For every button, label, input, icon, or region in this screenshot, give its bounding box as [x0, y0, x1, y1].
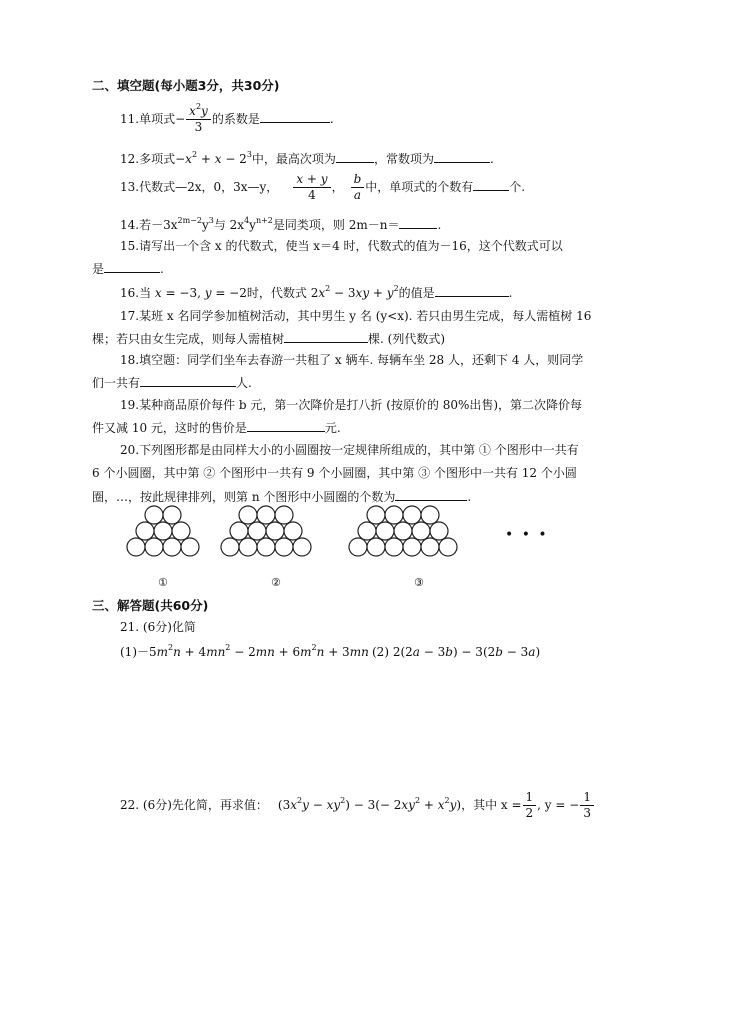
answer-blank[interactable] [434, 150, 490, 163]
answer-blank[interactable] [260, 110, 330, 123]
small-circle [145, 538, 163, 556]
question-13: 13.代数式—2x，0，3x—y， $\frac{x + y}{4}$ ， $\frac{b}{a}$ 中，单项式的个数有 个. [120, 172, 526, 202]
small-circle [239, 506, 257, 524]
small-circle [284, 522, 302, 540]
small-circle [163, 506, 181, 524]
small-circle [403, 506, 421, 524]
small-circle [221, 538, 239, 556]
small-circle [430, 522, 448, 540]
small-circle [163, 538, 181, 556]
question-11: 11.单项式− $\frac{x^2y}{3}$ 的系数是 . [120, 102, 334, 134]
small-circle [421, 538, 439, 556]
small-circle [154, 522, 172, 540]
question-17-line2: 棵；若只由女生完成，则每人需植树 棵. (列代数式) [92, 332, 446, 346]
fraction: $\frac{x + y}{4}$ [293, 172, 330, 203]
question-21-part2: (2) 2(2a − 3b) − 3(2b − 3a) [372, 645, 541, 659]
section-title-solve: 三、解答题(共60分) [92, 598, 209, 613]
small-circle [248, 522, 266, 540]
question-17-line1: 17.某班 x 名同学参加植树活动，其中男生 y 名 (y<x). 若只由男生完成，每人需植树 16 [120, 309, 592, 323]
small-circle [394, 522, 412, 540]
small-circle [376, 522, 394, 540]
question-15-line2: 是 . [92, 262, 164, 276]
question-14: 14.若$-3x^{2m-2}y^3$与 $2x^4y^{n+2}$是同类项，则 2m－n＝ . [120, 216, 442, 232]
section-title-fill-blank: 二、填空题(每小题3分，共30分) [92, 78, 280, 93]
question-20-line1: 20.下列图形都是由同样大小的小圆圈按一定规律所组成的，其中第 ① 个图形中一共有 [120, 443, 579, 457]
figure-label-1: ① [158, 576, 168, 589]
answer-blank[interactable] [336, 150, 374, 163]
small-circle [421, 506, 439, 524]
small-circle [239, 538, 257, 556]
small-circle [403, 538, 421, 556]
answer-blank[interactable] [435, 284, 509, 297]
question-22: 22. (6分)先化简，再求值： $(3x^2y - xy^2) - 3(- 2xy^2 + x^2y)$，其中 x = $\frac{1}{2}$ , y = − $\frac{1}{3}$ [120, 790, 595, 821]
small-circle [257, 506, 275, 524]
small-circle [385, 506, 403, 524]
fraction: $\frac{x^2y}{3}$ [186, 104, 211, 135]
small-circle [412, 522, 430, 540]
answer-blank[interactable] [140, 374, 236, 387]
question-18-line2: 们一共有 人. [92, 376, 252, 390]
question-20-line3: 圈，…，按此规律排列，则第 n 个图形中小圆圈的个数为 . [92, 490, 472, 504]
answer-blank[interactable] [104, 260, 160, 273]
answer-blank[interactable] [247, 419, 325, 432]
answer-blank[interactable] [399, 216, 437, 229]
answer-blank[interactable] [473, 178, 509, 191]
small-circle [230, 522, 248, 540]
small-circle [385, 538, 403, 556]
question-12: 12.多项式$-x^2 + x - 2^3$中，最高次项为 ，常数项为 . [120, 150, 494, 166]
small-circle [181, 538, 199, 556]
small-circle [293, 538, 311, 556]
small-circle [349, 538, 367, 556]
question-16: 16.当 x = −3, y = −2时，代数式 $2x^2 - 3xy + y^2$的值是 . [120, 284, 513, 300]
small-circle [127, 538, 145, 556]
fraction: $\frac{1}{3}$ [580, 790, 594, 821]
ellipsis-dots: • • • [505, 527, 549, 543]
small-circle [275, 538, 293, 556]
small-circle [136, 522, 154, 540]
small-circle [367, 506, 385, 524]
question-19-line1: 19.某种商品原价每件 b 元，第一次降价是打八折 (按原价的 80%出售)，第二次降价每 [120, 398, 583, 412]
small-circle [275, 506, 293, 524]
small-circle [257, 538, 275, 556]
small-circle [358, 522, 376, 540]
small-circle [172, 522, 190, 540]
small-circle [367, 538, 385, 556]
small-circle [266, 522, 284, 540]
fraction: $\frac{1}{2}$ [523, 790, 537, 821]
small-circle [439, 538, 457, 556]
question-20-line2: 6 个小圆圈，其中第 ② 个图形中一共有 9 个小圆圈，其中第 ③ 个图形中一共有 12 个小圆 [92, 466, 577, 480]
figure-label-2: ② [271, 576, 281, 589]
small-circle [145, 506, 163, 524]
circle-pattern-figure [0, 500, 737, 570]
question-21-part1: $(1)-5m^2n + 4mn^2 - 2mn + 6m^2n + 3mn$ [120, 643, 369, 659]
question-21-title: 21. (6分)化简 [120, 620, 196, 634]
answer-blank[interactable] [284, 330, 368, 343]
question-15-line1: 15.请写出一个含 x 的代数式，使当 x＝4 时，代数式的值为－16，这个代数式可以 [120, 239, 563, 253]
fraction: $\frac{b}{a}$ [351, 172, 365, 203]
question-19-line2: 件又减 10 元，这时的售价是 元. [92, 421, 341, 435]
figure-label-3: ③ [414, 576, 424, 589]
question-18-line1: 18.填空题：同学们坐车去春游一共租了 x 辆车. 每辆车坐 28 人，还剩下 4 人，则同学 [120, 353, 584, 367]
